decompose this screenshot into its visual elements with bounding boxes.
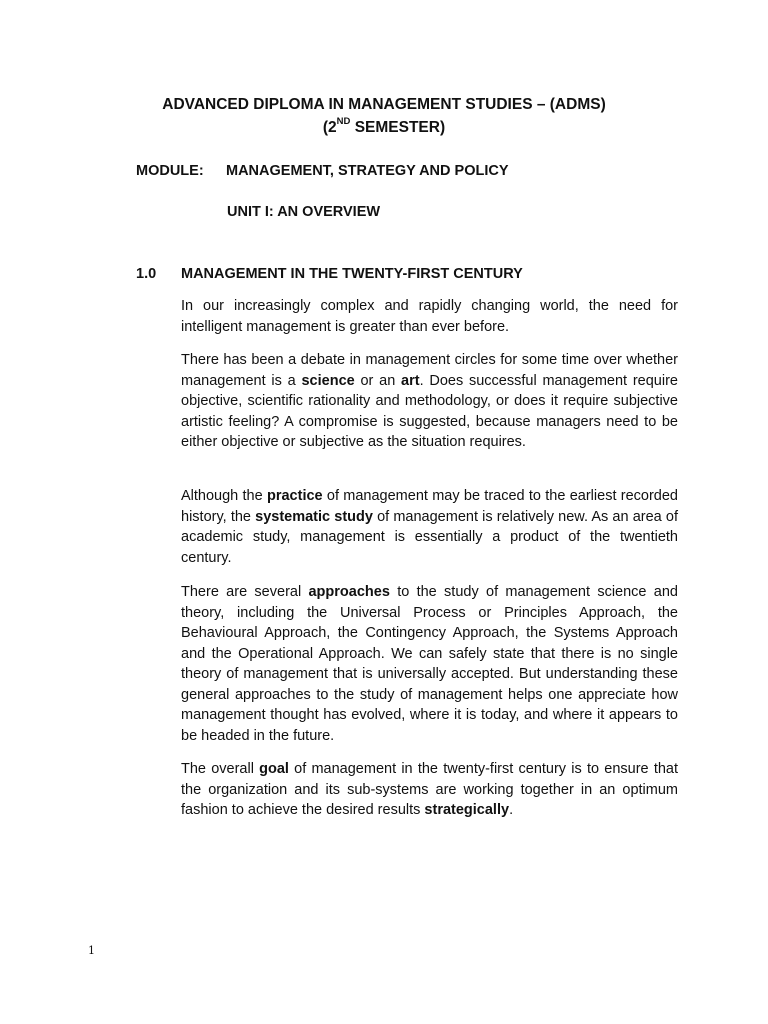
paragraph-text: . [509,802,514,818]
paragraph-text: In our increasingly complex and rapidly changing world, the need for intelligent management is greater than ever before. [181,298,678,335]
paragraph-text: of management may be traced to the earliest recorded history, the [181,488,678,525]
bold-term-practice: practice [266,488,323,504]
bold-term-goal: goal [259,761,289,777]
unit-title: UNIT I: AN OVERVIEW [227,204,381,220]
paragraph-text: or an [354,372,402,389]
paragraph-text: The overall [181,761,260,777]
paragraph-text: to the study of management science and theory, including the Universal Process or Principles Approach, the Behavioural Approach, the Contingency Approach, the Systems Approach and the Operational Approach. We can safely state that there is no single theory of management that is universally accepted. But understanding these general approaches to the study of management helps one appreciate how management thought has evolved, where it is today, and where it appears to be headed in the future. [181,584,678,744]
paragraph-1 [181,296,678,337]
paragraph-4 [181,582,678,746]
paragraph-text: Although the [181,488,267,504]
paragraph-text: There has been a debate in management circles for some time over whether management is a [181,352,678,389]
bold-term-approaches: approaches [308,584,390,600]
bold-term-science: science [301,372,355,389]
section-heading [136,265,523,283]
semester-rest: SEMESTER) [350,119,446,136]
paragraph-text: of management in the twenty-first century is to ensure that the organization and its sub-systems are working together in an optimum fashion to achieve the desired results [181,761,678,818]
semester-open: (2 [322,119,337,136]
module-label: MODULE: [136,163,204,179]
document-title: ADVANCED DIPLOMA IN MANAGEMENT STUDIES – (ADMS) [162,96,606,113]
paragraph-5 [181,759,678,821]
page-number: 1 [88,944,95,957]
bold-term-systematic-study: systematic study [255,508,373,525]
module-value: MANAGEMENT, STRATEGY AND POLICY [226,163,509,179]
paragraph-3 [181,486,678,568]
bold-term-strategically: strategically [424,802,510,818]
paragraph-text: of management is relatively new. As an area of academic study, management is essentially a product of the twentieth century. [181,508,678,566]
paragraph-2 [181,350,678,453]
bold-term-art: art [401,372,420,389]
section-number: 1.0 [136,266,157,282]
semester-title [0,115,768,138]
paragraph-text: There are several [181,584,309,600]
section-heading-text: MANAGEMENT IN THE TWENTY-FIRST CENTURY [181,266,523,282]
semester-ordinal-suffix: ND [336,115,351,127]
paragraph-text: . Does successful management require objective, scientific rationality and methodology, or does it require subjective artistic feeling? A compromise is suggested, because managers need to be either objective or subjective as the situation requires. [181,372,678,450]
module-row [136,162,509,180]
